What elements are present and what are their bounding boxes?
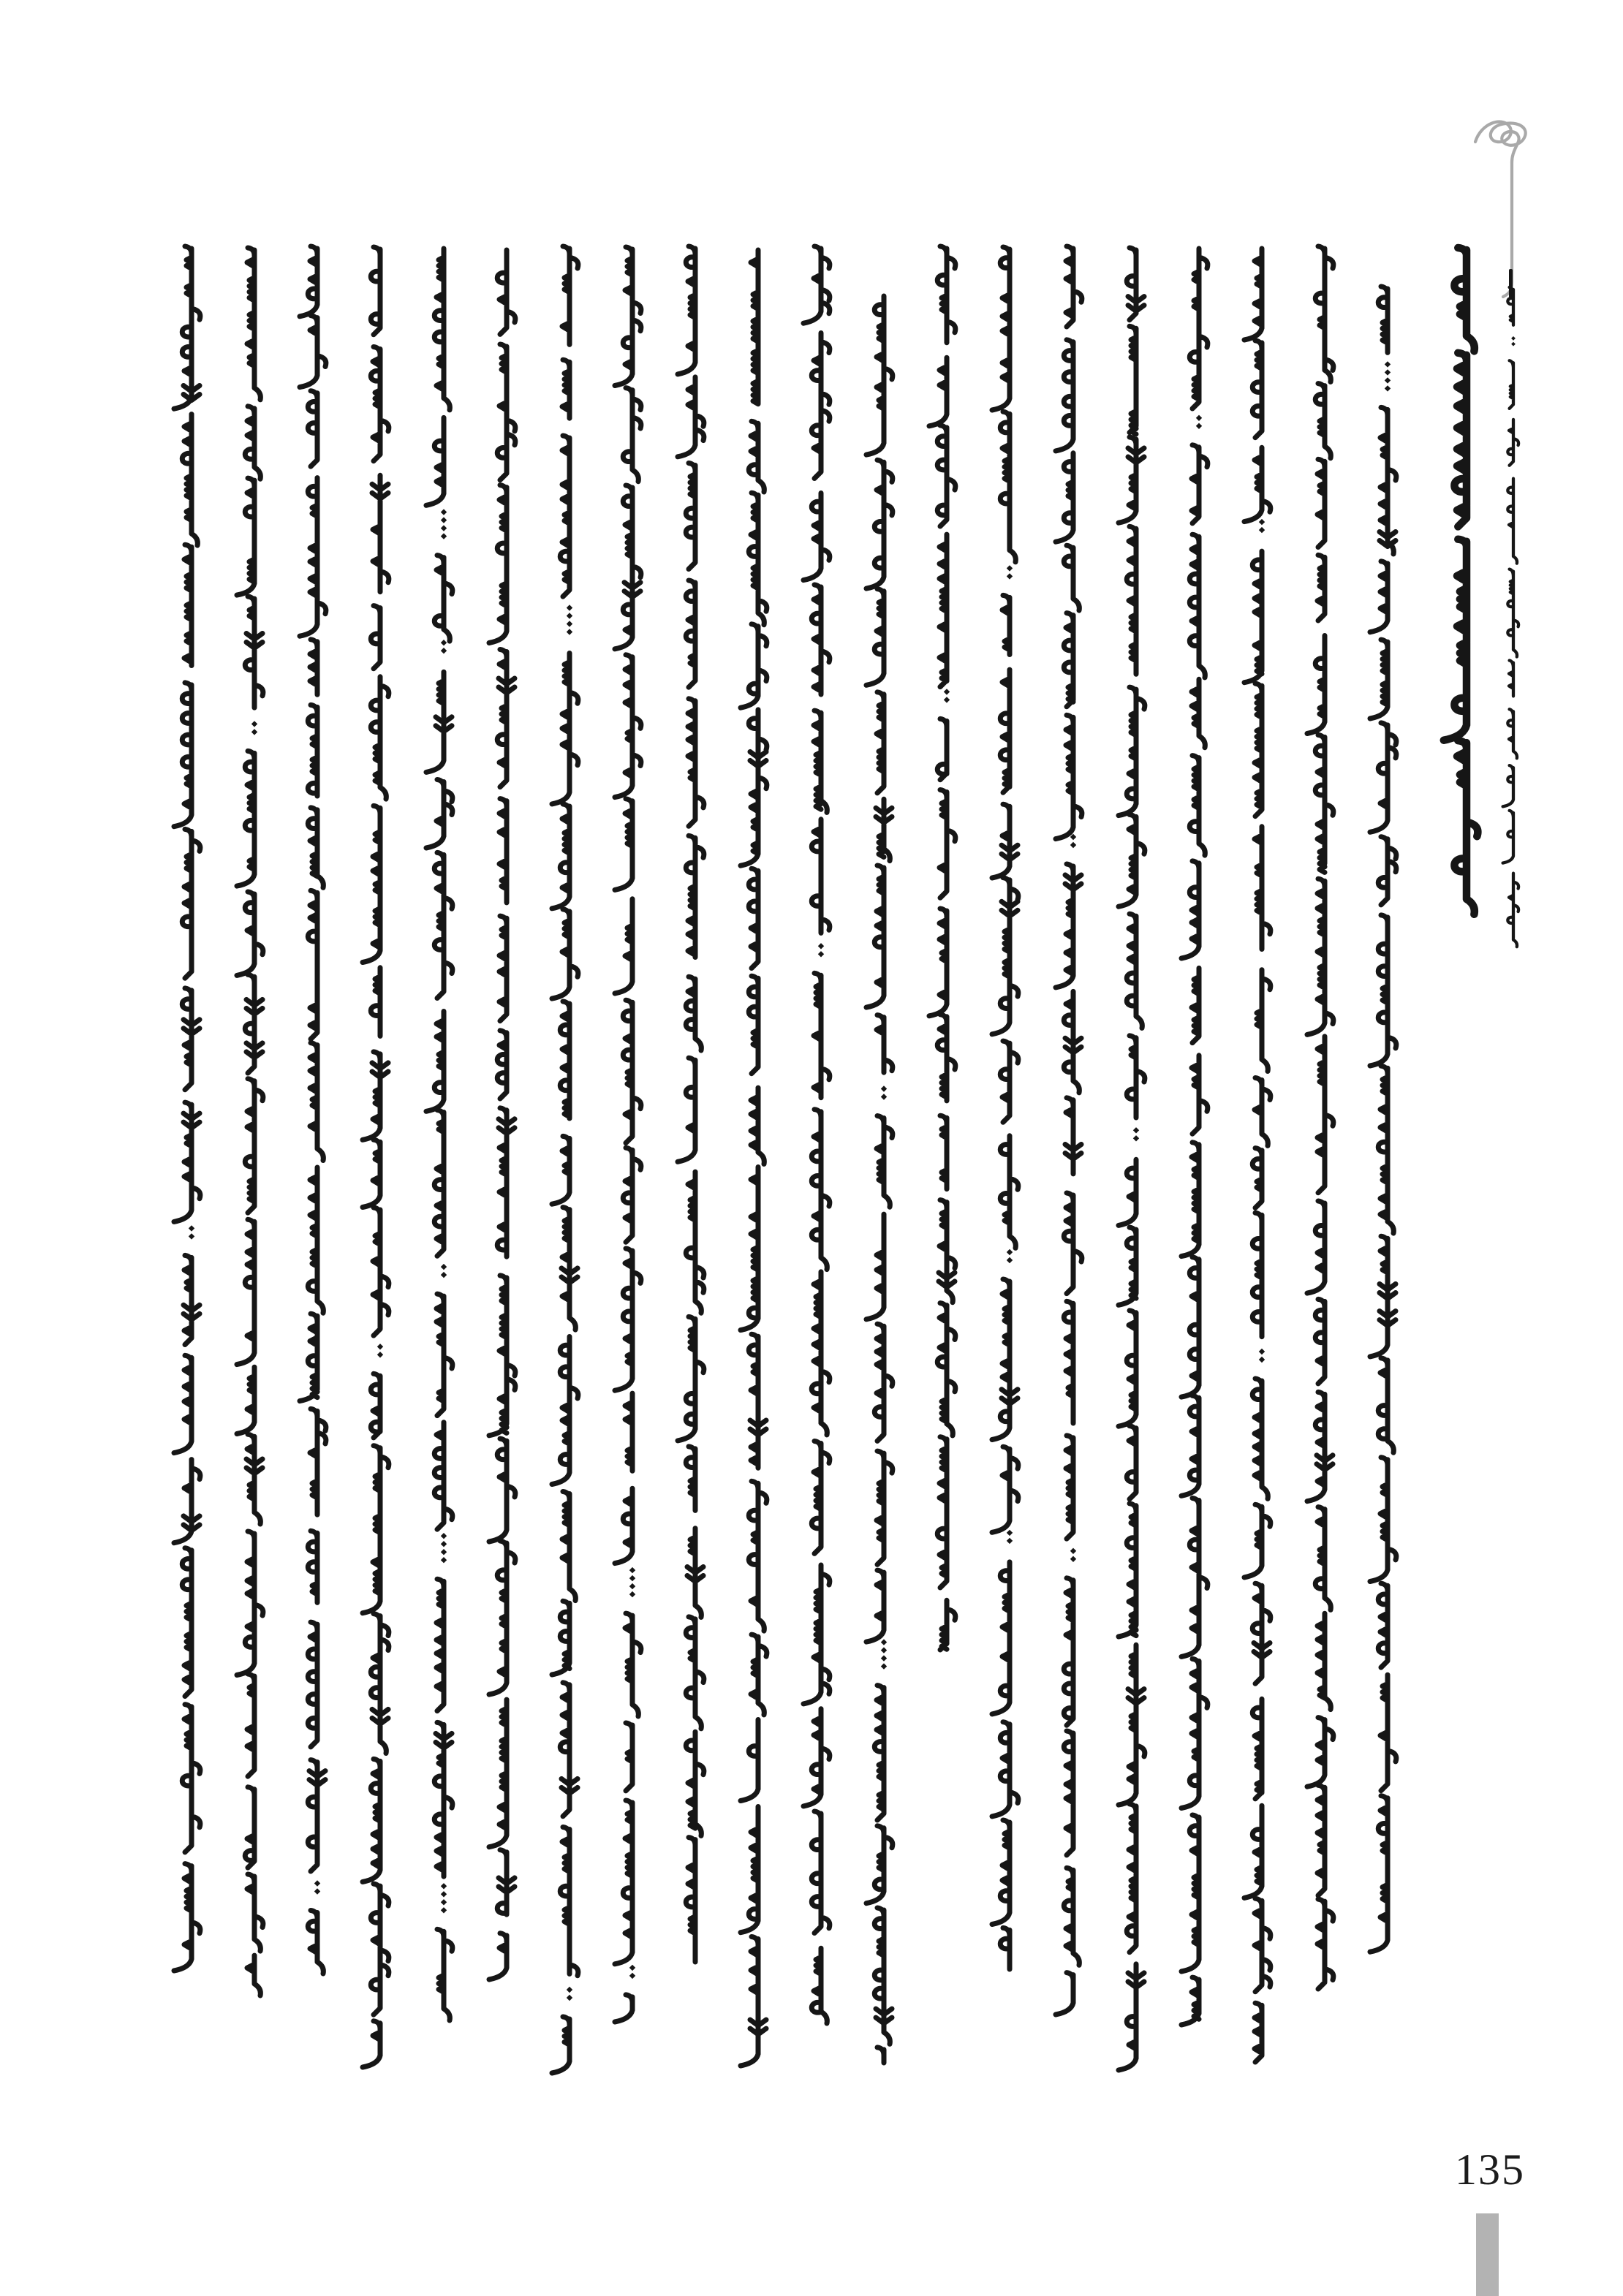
body-text-column	[1164, 241, 1234, 2019]
body-text-column	[849, 289, 919, 2069]
body-text-column	[534, 241, 605, 2067]
body-text-column	[219, 243, 290, 1990]
chapter-title-column	[1431, 243, 1502, 905]
body-text-column	[345, 242, 415, 2061]
body-text-column	[1352, 281, 1423, 1963]
body-text-column	[1038, 241, 1108, 2009]
body-text-column	[409, 241, 479, 2015]
body-text-column	[156, 241, 227, 1965]
body-text-column	[282, 241, 352, 1968]
body-text-column	[975, 242, 1045, 1975]
body-text-column	[912, 241, 982, 1649]
body-text-column	[660, 241, 730, 1977]
body-text-column	[786, 241, 856, 2017]
body-text-column	[1227, 241, 1297, 2061]
footer-edge-bar	[1476, 2213, 1499, 2296]
body-text-column	[597, 242, 667, 2016]
running-header-column	[1493, 282, 1534, 962]
body-text-column	[1101, 243, 1171, 2064]
body-text-column	[1290, 241, 1360, 1992]
body-text-column	[723, 243, 793, 2060]
page-number: 135	[1455, 2145, 1525, 2194]
body-text-column	[472, 243, 542, 1974]
